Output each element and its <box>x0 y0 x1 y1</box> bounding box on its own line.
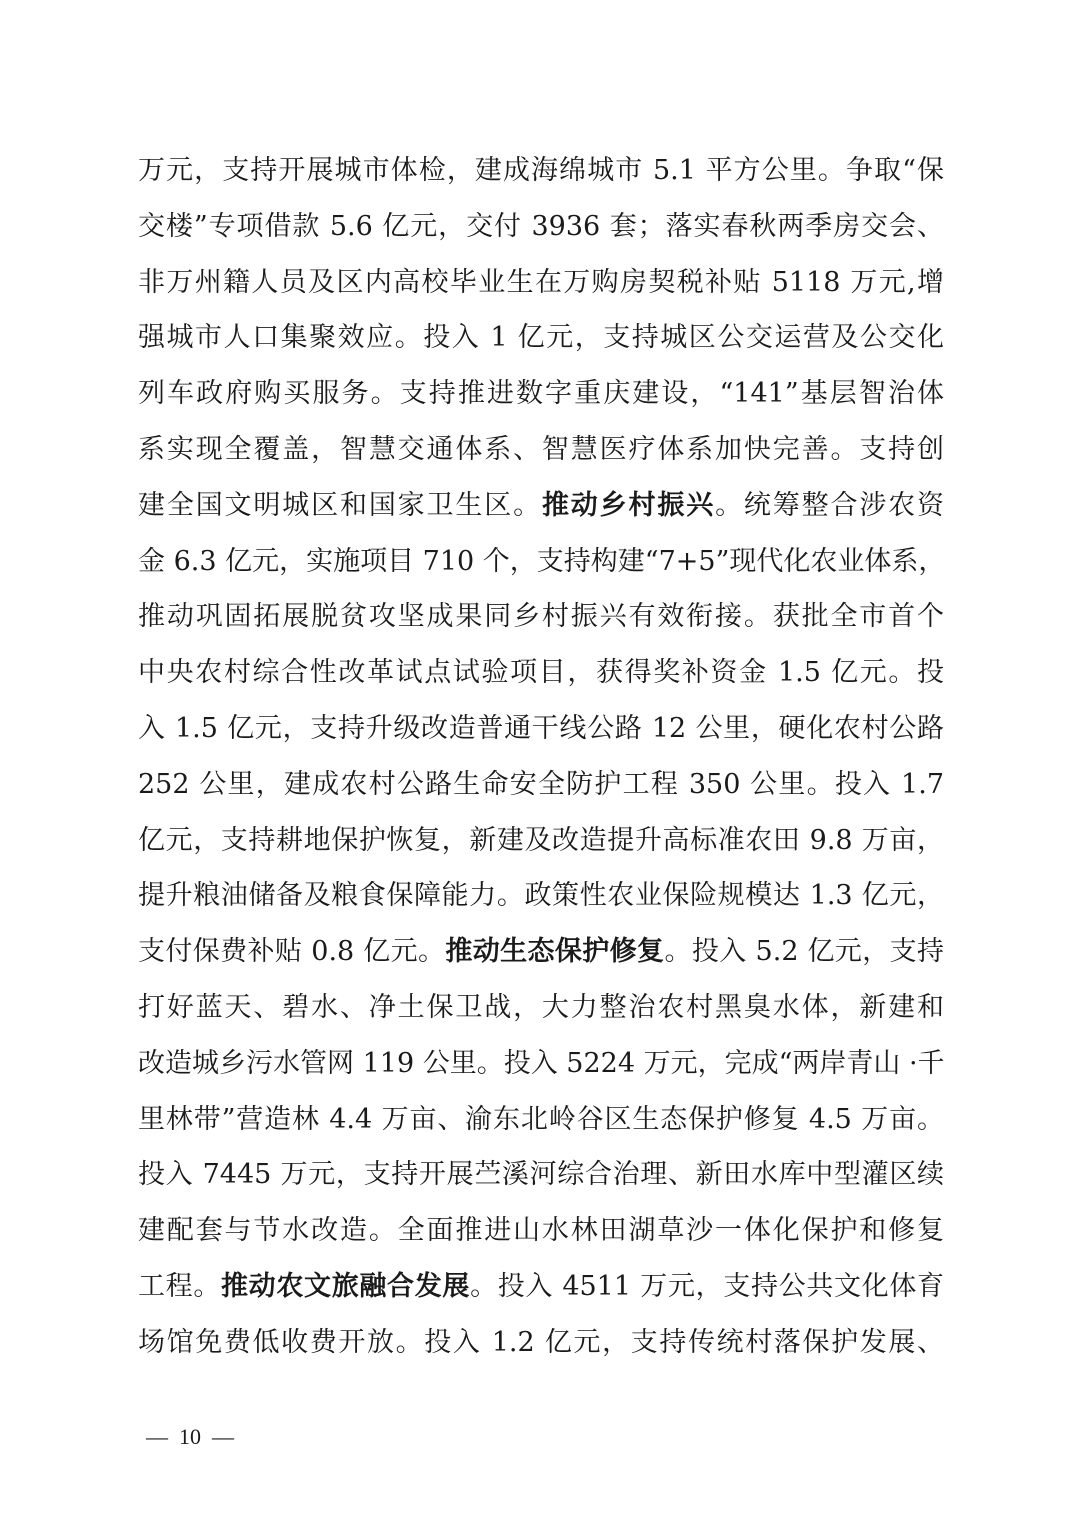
text-segment: 改造城乡污水管网 119 公里。投入 5224 万元，完成“两岸青山 ·千 <box>138 1047 945 1079</box>
text-line <box>138 589 944 645</box>
text-segment: 。投入 5.2 亿元，支持 <box>664 936 945 968</box>
text-segment: 工程。 <box>138 1270 222 1302</box>
text-line <box>138 1092 944 1148</box>
bold-heading-text: 推动生态保护修复 <box>445 936 665 968</box>
page-number: — 10 — <box>146 1424 234 1449</box>
text-line <box>138 701 944 757</box>
text-segment: 里林带”营造林 4.4 万亩、渝东北岭谷区生态保护修复 4.5 万亩。 <box>138 1103 944 1135</box>
text-line <box>138 868 944 924</box>
text-segment: 投入 7445 万元，支持开展苎溪河综合治理、新田水库中型灌区续 <box>138 1159 944 1191</box>
text-segment: 。投入 4511 万元，支持公共文化体育 <box>470 1270 945 1302</box>
body-paragraph <box>138 143 944 1371</box>
text-segment: 打好蓝天、碧水、净土保卫战，大力整治农村黑臭水体，新建和 <box>138 991 944 1023</box>
text-line <box>138 813 944 869</box>
text-segment: 建全国文明城区和国家卫生区。 <box>138 489 542 521</box>
text-segment: 252 公里，建成农村公路生命安全防护工程 350 公里。投入 1.7 <box>138 768 944 800</box>
text-line <box>138 1315 944 1371</box>
bold-heading-text: 推动农文旅融合发展 <box>221 1270 471 1302</box>
text-line <box>138 310 944 366</box>
text-line <box>138 478 944 534</box>
text-segment: 交楼”专项借款 5.6 亿元，交付 3936 套；落实春秋两季房交会、 <box>138 210 944 242</box>
text-line <box>138 366 944 422</box>
text-segment: 金 6.3 亿元，实施项目 710 个，支持构建“7+5”现代化农业体系， <box>138 545 946 577</box>
text-line <box>138 1259 944 1315</box>
text-line <box>138 1036 944 1092</box>
text-segment: 非万州籍人员及区内高校毕业生在万购房契税补贴 5118 万元,增 <box>138 266 944 298</box>
text-line <box>138 422 944 478</box>
text-segment: 支付保费补贴 0.8 亿元。 <box>138 936 446 968</box>
text-segment: 列车政府购买服务。支持推进数字重庆建设，“141”基层智治体 <box>138 378 944 410</box>
text-line <box>138 980 944 1036</box>
text-line <box>138 534 944 590</box>
text-line <box>138 645 944 701</box>
text-line <box>138 757 944 813</box>
text-segment: 入 1.5 亿元，支持升级改造普通干线公路 12 公里，硬化农村公路 <box>138 712 944 744</box>
text-line <box>138 255 944 311</box>
text-segment: 推动巩固拓展脱贫攻坚成果同乡村振兴有效衔接。获批全市首个 <box>138 601 944 633</box>
text-segment: 中央农村综合性改革试点试验项目，获得奖补资金 1.5 亿元。投 <box>138 657 944 689</box>
text-segment: 万元，支持开展城市体检，建成海绵城市 5.1 平方公里。争取“保 <box>138 155 944 186</box>
text-segment: 亿元，支持耕地保护恢复，新建及改造提升高标准农田 9.8 万亩， <box>138 824 944 856</box>
text-line <box>138 1147 944 1203</box>
text-segment: 提升粮油储备及粮食保障能力。政策性农业保险规模达 1.3 亿元， <box>138 880 944 912</box>
text-line <box>138 1203 944 1259</box>
text-segment: 场馆免费低收费开放。投入 1.2 亿元，支持传统村落保护发展、 <box>138 1326 944 1358</box>
text-segment: 。统筹整合涉农资 <box>715 489 945 521</box>
text-line <box>138 924 944 980</box>
text-segment: 强城市人口集聚效应。投入 1 亿元，支持城区公交运营及公交化 <box>138 322 944 354</box>
text-segment: 系实现全覆盖，智慧交通体系、智慧医疗体系加快完善。支持创 <box>138 433 944 465</box>
text-line <box>138 143 944 199</box>
text-line <box>138 199 944 255</box>
text-segment: 建配套与节水改造。全面推进山水林田湖草沙一体化保护和修复 <box>138 1215 944 1247</box>
bold-heading-text: 推动乡村振兴 <box>541 489 716 521</box>
